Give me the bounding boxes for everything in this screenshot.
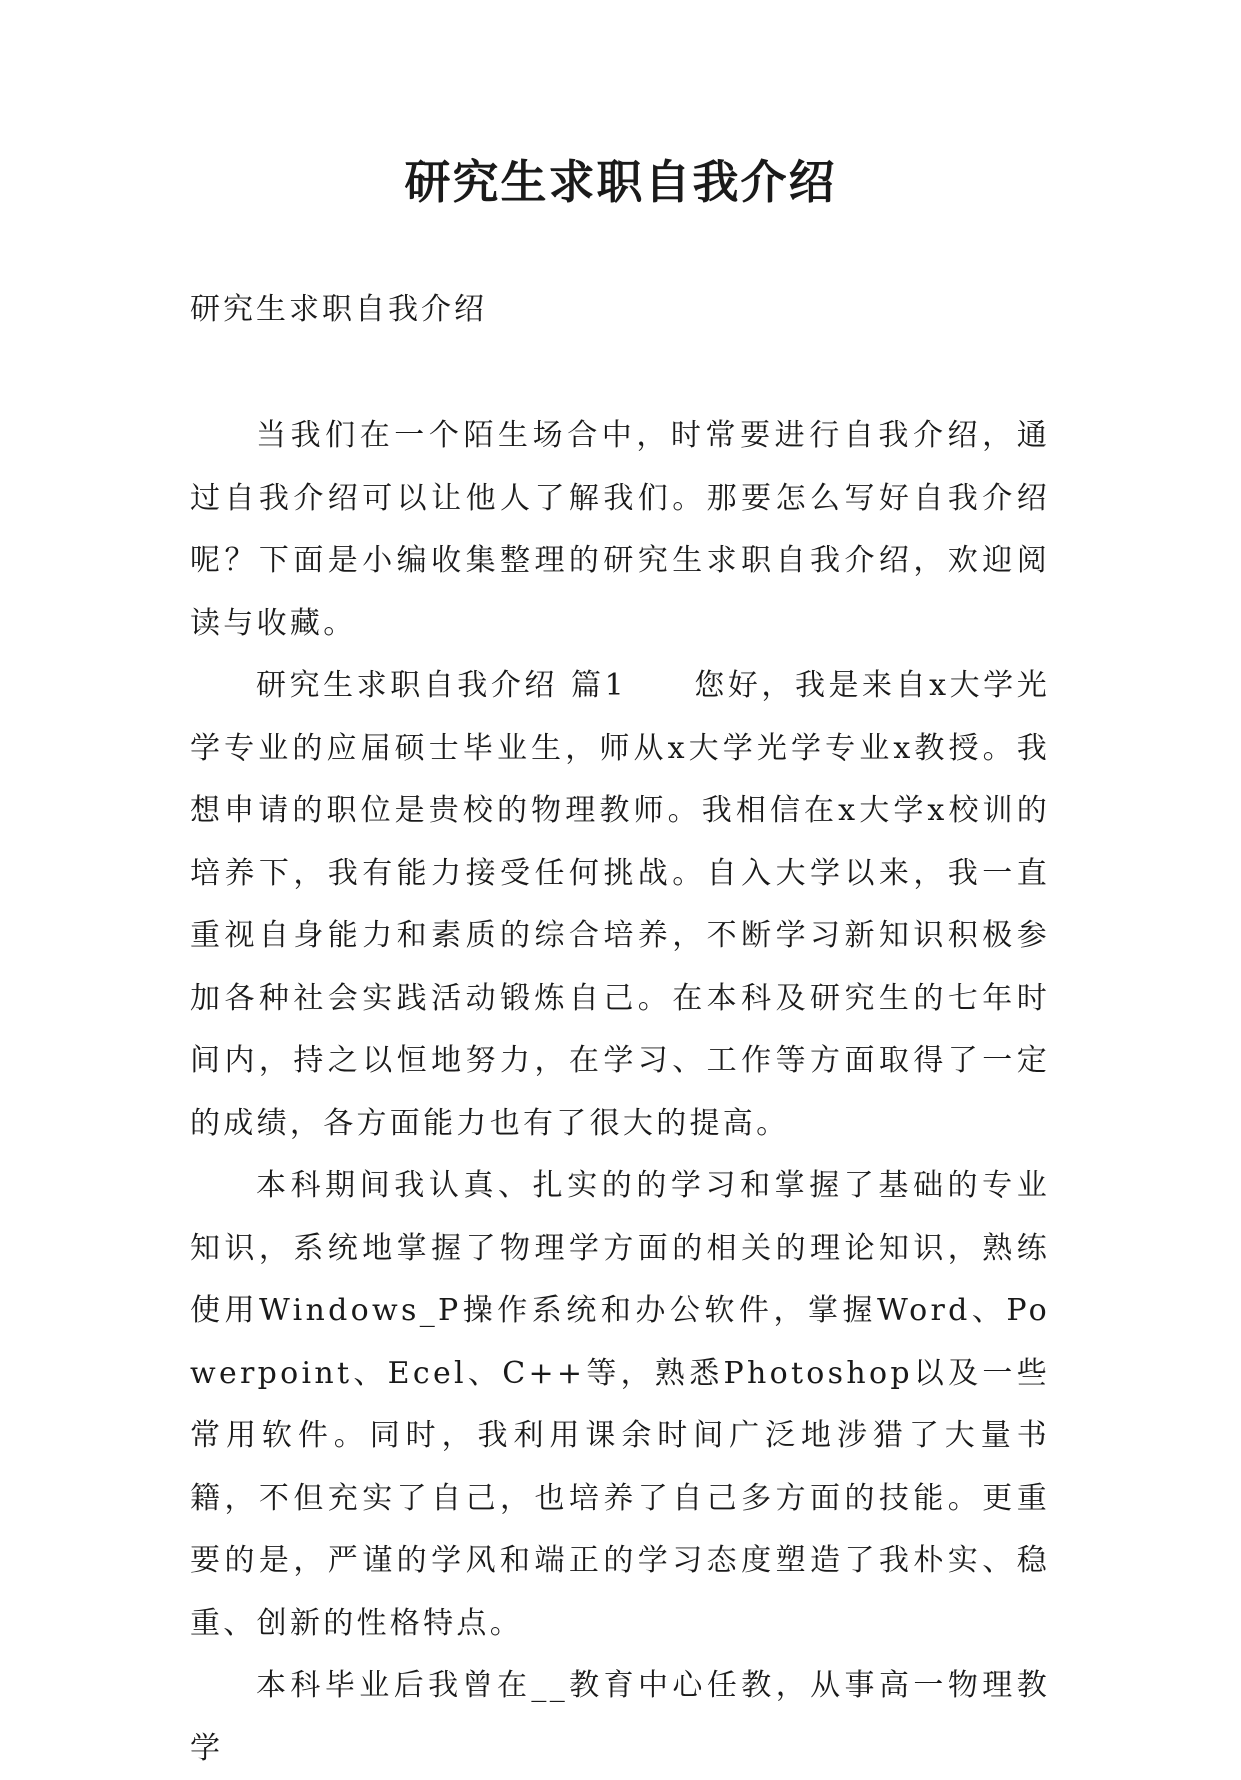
paragraph-teaching: 本科毕业后我曾在__教育中心任教，从事高一物理教学 — [190, 1668, 1050, 1766]
paragraph-section-1: 研究生求职自我介绍 篇1 您好，我是来自x大学光学专业的应届硕士毕业生，师从x大学光学专业x教授。我想申请的职位是贵校的物理教师。我相信在x大学x校训的培养下，我有能力接受任何挑战。自入大学以来，我一直重视自身能力和素质的综合培养，不断学习新知识积极参加各种社会实践活动锻炼自己。在本科及研究生的七年时间内，持之以恒地努力，在学习、工作等方面取得了一定的成绩，各方面能力也有了很大的提高。 — [190, 668, 1050, 1141]
document-subtitle: 研究生求职自我介绍 — [190, 292, 487, 327]
paragraph-skills: 本科期间我认真、扎实的的学习和掌握了基础的专业知识，系统地掌握了物理学方面的相关的理论知识，熟练使用Windows_P操作系统和办公软件，掌握Word、Powerpoint、Ecel、C++等，熟悉Photoshop以及一些常用软件。同时，我利用课余时间广泛地涉猎了大量书籍，不但充实了自己，也培养了自己多方面的技能。更重要的是，严谨的学风和端正的学习态度塑造了我朴实、稳重、创新的性格特点。 — [190, 1168, 1050, 1641]
document-body — [190, 405, 1050, 1780]
document-title: 研究生求职自我介绍 — [404, 155, 837, 209]
paragraph-intro: 当我们在一个陌生场合中，时常要进行自我介绍，通过自我介绍可以让他人了解我们。那要怎么写好自我介绍呢？下面是小编收集整理的研究生求职自我介绍，欢迎阅读与收藏。 — [190, 418, 1050, 641]
